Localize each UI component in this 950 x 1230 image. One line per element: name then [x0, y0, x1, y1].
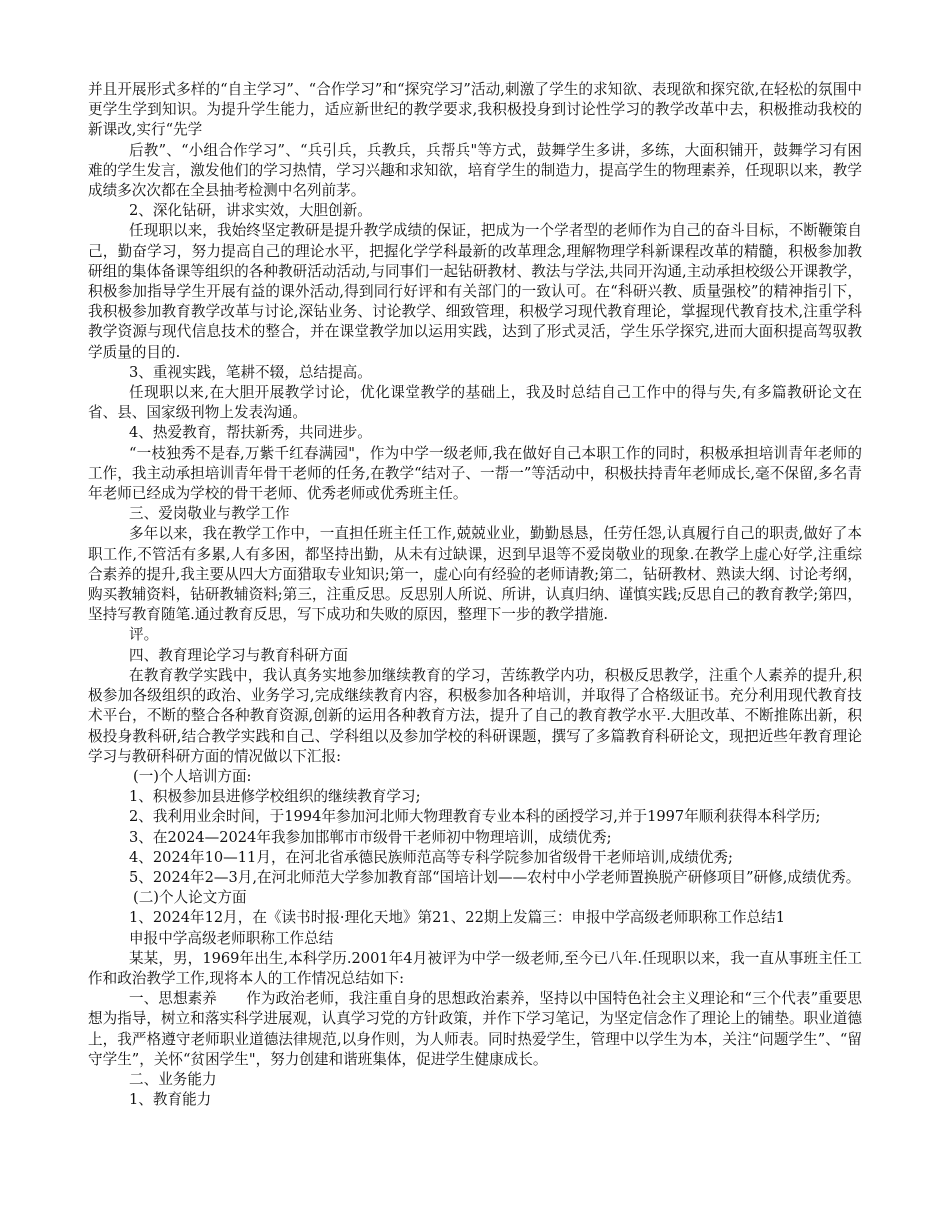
paragraph: (一)个人培训方面:: [133, 767, 252, 785]
paragraph: 2、深化钻研，讲求实效，大胆创新。: [129, 202, 372, 220]
paragraph: 某某，男，1969年出生,本科学历.2001年4月被评为中学一级老师,至今已八年.任现职以来，我一直从事班主任工作和政治教学工作,现将本人的工作情况总结如下:: [88, 949, 862, 987]
paragraph: 1、教育能力: [129, 1091, 212, 1109]
paragraph: 任现职以来，我始终坚定教研是提升教学成绩的保证，把成为一个学者型的老师作为自己的奋斗目标，不断鞭策自己，勤奋学习，努力提高自己的理论水平，把握化学学科最新的改革理念,理解物理学科新课程改革的精髓，积极参加教研组的集体备课等组织的各种教研活动活动,与同事们一起钻研教材、教法与学法,共同开沟通,主动承担校级公开课教学，积极参加指导学生开展有益的课外活动,得到同行好评和有关部门的一致认可。在“科研兴教、质量强校”的精神指引下，我积极参加教育教学改革与讨论,深钻业务、讨论教学、细致管理，积极学习现代教育理论，掌握现代教育技术,注重学科教学资源与现代信息技术的整合，并在课堂教学加以运用实践，达到了形式灵活，学生乐学探究,进而大面积提高驾驭教学质量的目的.: [88, 222, 862, 361]
paragraph: 一、思想素养 作为政治老师，我注重自身的思想政治素养，坚持以中国特色社会主义理论和“三个代表”重要思想为指导，树立和落实科学进展观，认真学习党的方针政策，并作下学习笔记，为坚定信念作了理论上的铺垫。职业道德上，我严格遵守老师职业道德法律规范,以身作则，为人师表。同时热爱学生，管理中以学生为本，关注“问题学生”、“留守学生”，关怀“贫困学生"，努力创建和谐班集体，促进学生健康成长。: [88, 990, 862, 1068]
paragraph: 4、热爱教育，帮扶新秀，共同进步。: [129, 424, 372, 442]
paragraph: 5、2024年2—3月,在河北师范大学参加教育部“国培计划——农村中小学老师置换脱产研修项目”研修,成绩优秀。: [129, 868, 861, 886]
paragraph: 后教”、“小组合作学习”、“兵引兵，兵教兵，兵帮兵"等方式，鼓舞学生多讲，多练，大面积铺开，鼓舞学习有困难的学生发言，激发他们的学习热情，学习兴趣和求知欲，培育学生的制造力，提高学生的物理素养，任现职以来，教学成绩多次次都在全县抽考检测中名列前茅。: [88, 141, 862, 200]
paragraph: 3、在2024—2024年我参加邯郸市市级骨干老师初中物理培训，成绩优秀;: [129, 828, 612, 846]
paragraph: 并且开展形式多样的“自主学习”、“合作学习”和“探究学习”活动,刺激了学生的求知欲、表现欲和探究欲,在轻松的氛围中更学生学到知识。为提升学生能力，适应新世纪的教学要求,我积极投身到讨论性学习的教学改革中去，积极推动我校的新课改,实行“先学: [88, 81, 863, 139]
paragraph: 1、积极参加县进修学校组织的继续教育学习;: [129, 788, 421, 806]
paragraph: 三、爱岗敬业与教学工作: [129, 505, 290, 523]
paragraph: 评。: [129, 626, 159, 644]
paragraph: 任现职以来,在大胆开展教学讨论，优化课堂教学的基础上，我及时总结自己工作中的得与失,有多篇教研论文在省、县、国家级刊物上发表沟通。: [88, 384, 862, 422]
paragraph: 在教育教学实践中，我认真务实地参加继续教育的学习，苦练教学内功，积极反思教学，注重个人素养的提升,积极参加各级组织的政治、业务学习,完成继续教育内容，积极参加各种培训，并取得了合格级证书。充分利用现代教育技术平台，不断的整合各种教育资源,创新的运用各种教育方法，提升了自己的教育教学水平.大胆改革、不断推陈出新，积极投身教科研,结合教学实践和自己、学科组以及参加学校的科研课题，撰写了多篇教育科研论文，现把近些年教育理论学习与教研科研方面的情况做以下汇报:: [88, 666, 862, 765]
paragraph: 4、2024年10—11月，在河北省承德民族师范高等专科学院参加省级骨干老师培训,成绩优秀;: [129, 848, 733, 866]
paragraph: 3、重视实践，笔耕不辍，总结提高。: [129, 363, 372, 381]
paragraph: 1、2024年12月，在《读书时报·理化天地》第21、22期上发篇三：申报中学高级老师职称工作总结1: [129, 909, 786, 927]
paragraph: 四、教育理论学习与教育科研方面: [129, 646, 348, 664]
paragraph: (二)个人论文方面: [133, 889, 247, 907]
paragraph: 2、我利用业余时间，于1994年参加河北师大物理教育专业本科的函授学习,并于1997年顺利获得本科学历;: [129, 808, 821, 826]
paragraph: 申报中学高级老师职称工作总结: [129, 929, 334, 947]
paragraph: 二、业务能力: [129, 1070, 217, 1088]
paragraph: “一枝独秀不是春,万紫千红春满园"，作为中学一级老师,我在做好自己本职工作的同时，积极承担培训青年老师的工作，我主动承担培训青年骨干老师的任务,在教学“结对子、一帮一”等活动中，积极扶持青年老师成长,毫不保留,多名青年老师已经成为学校的骨干老师、优秀老师或优秀班主任。: [88, 444, 862, 503]
paragraph: 多年以来，我在教学工作中，一直担任班主任工作,兢兢业业，勤勤恳恳，任劳任怨,认真履行自己的职责,做好了本职工作,不管活有多累,人有多困，都坚持出勤，从未有过缺课，迟到早退等不爱岗敬业的现象.在教学上虚心好学,注重综合素养的提升,我主要从四大方面猎取专业知识;第一，虚心向有经验的老师请教;第二，钻研教材、熟读大纲、讨论考纲，购买教辅资料，钻研教辅资料;第三，注重反思。反思别人所说、所讲，认真归纳、谨慎实践;反思自己的教育教学;第四，坚持写教育随笔.通过教育反思，写下成功和失败的原因，整理下一步的教学措施.: [88, 525, 862, 624]
